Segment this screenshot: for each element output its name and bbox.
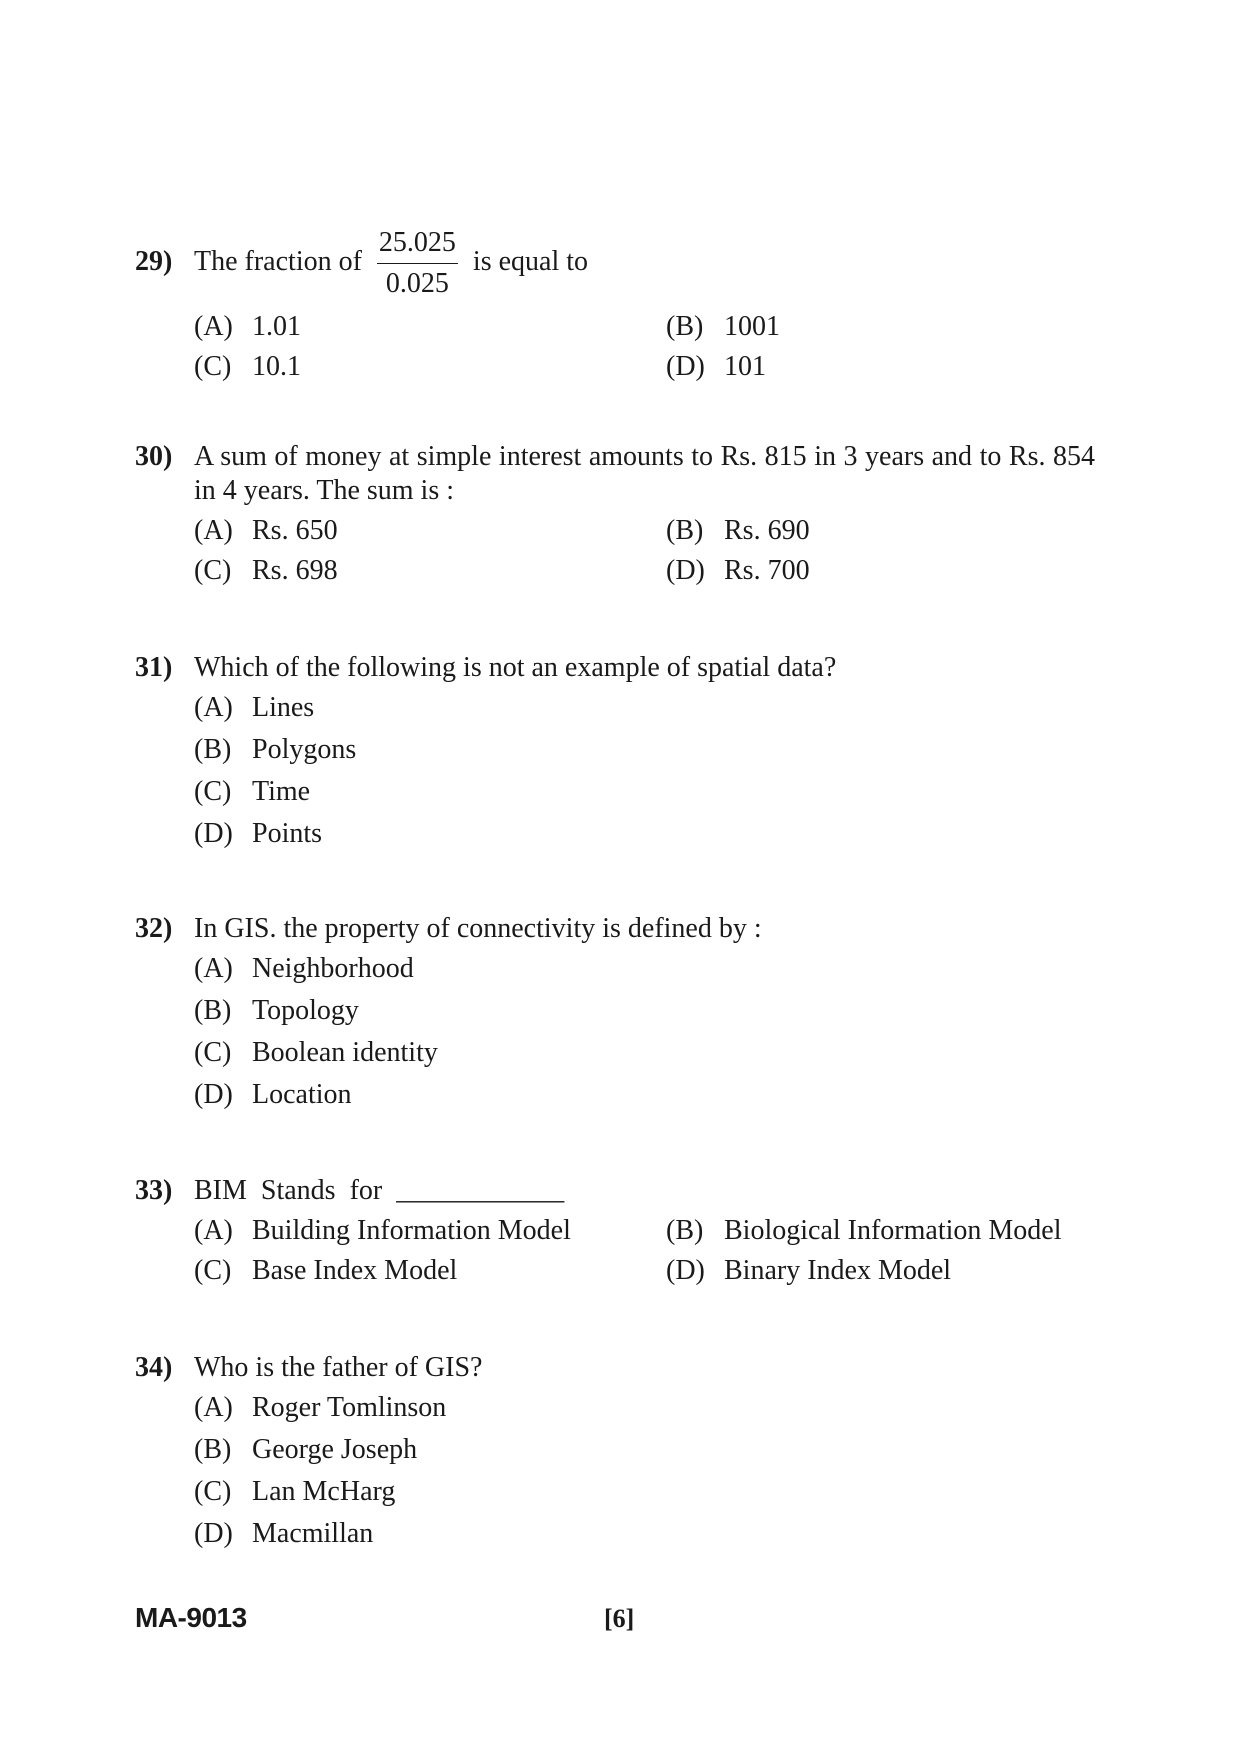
question-34 xyxy=(135,1351,1095,1551)
option-letter: (C) xyxy=(194,1037,232,1068)
option-letter: (B) xyxy=(666,515,704,546)
option-letter: (D) xyxy=(666,1255,705,1286)
question-stem xyxy=(135,440,1095,508)
question-text: Who is the father of GIS? xyxy=(194,1352,483,1383)
option-c[interactable] xyxy=(194,350,666,384)
option-text: Rs. 690 xyxy=(724,515,810,546)
option-b[interactable] xyxy=(666,1214,1086,1248)
page-number: [6] xyxy=(604,1604,635,1633)
option-text: Polygons xyxy=(252,734,357,765)
option-letter: (C) xyxy=(194,776,232,807)
option-d[interactable] xyxy=(194,817,1095,851)
option-letter: (B) xyxy=(194,995,232,1026)
question-text: In GIS. the property of connectivity is defined by : xyxy=(194,913,762,944)
option-letter: (A) xyxy=(194,515,233,546)
question-33 xyxy=(135,1174,1095,1288)
question-stem xyxy=(135,1174,1095,1208)
option-text: George Joseph xyxy=(252,1434,418,1465)
question-text-after: is equal to xyxy=(472,246,589,277)
option-d[interactable] xyxy=(194,1078,1095,1112)
option-d[interactable] xyxy=(194,1517,1095,1551)
options xyxy=(194,1214,1095,1288)
option-letter: (A) xyxy=(194,692,233,723)
option-b[interactable] xyxy=(194,1433,1095,1467)
question-number: 29) xyxy=(135,246,173,277)
option-text: Roger Tomlinson xyxy=(252,1392,447,1423)
question-text: Which of the following is not an example of spatial data? xyxy=(194,652,837,683)
option-text: Building Information Model xyxy=(252,1215,571,1246)
option-d[interactable] xyxy=(666,554,1086,588)
option-letter: (B) xyxy=(666,311,704,342)
option-letter: (D) xyxy=(666,351,705,382)
question-text: A sum of money at simple interest amounts to Rs. 815 in 3 years and to Rs. 854 in 4 years. The sum is : xyxy=(194,441,1095,506)
question-stem xyxy=(135,912,1095,946)
option-letter: (A) xyxy=(194,1215,233,1246)
option-b[interactable] xyxy=(666,310,1086,344)
question-32 xyxy=(135,912,1095,1112)
question-number: 30) xyxy=(135,441,173,472)
option-c[interactable] xyxy=(194,1475,1095,1509)
question-31 xyxy=(135,651,1095,851)
option-b[interactable] xyxy=(666,514,1086,548)
option-text: Biological Information Model xyxy=(724,1215,1062,1246)
option-text: Rs. 650 xyxy=(252,515,338,546)
option-letter: (D) xyxy=(666,555,705,586)
question-text: BIM Stands for ____________ xyxy=(194,1175,565,1206)
option-text: Rs. 700 xyxy=(724,555,810,586)
option-text: Neighborhood xyxy=(252,953,414,984)
fraction-denominator: 0.025 xyxy=(385,268,449,300)
options xyxy=(194,514,1095,588)
question-stem xyxy=(135,651,1095,685)
option-text: Points xyxy=(252,818,323,849)
option-a[interactable] xyxy=(194,952,1095,986)
option-c[interactable] xyxy=(194,775,1095,809)
option-text: 10.1 xyxy=(252,351,301,382)
option-letter: (A) xyxy=(194,311,233,342)
option-b[interactable] xyxy=(194,733,1095,767)
option-letter: (C) xyxy=(194,1255,232,1286)
option-letter: (D) xyxy=(194,1518,233,1549)
option-text: Time xyxy=(252,776,311,807)
options xyxy=(194,952,1095,1112)
option-a[interactable] xyxy=(194,1214,666,1248)
option-a[interactable] xyxy=(194,1391,1095,1425)
options xyxy=(194,310,1095,384)
fraction-numerator: 25.025 xyxy=(377,225,458,264)
question-text-before: The fraction of xyxy=(194,246,362,277)
option-letter: (D) xyxy=(194,818,233,849)
option-d[interactable] xyxy=(666,350,1086,384)
question-stem xyxy=(135,218,1095,306)
option-c[interactable] xyxy=(194,554,666,588)
question-29 xyxy=(135,218,1095,384)
option-text: 1.01 xyxy=(252,311,301,342)
question-stem xyxy=(135,1351,1095,1385)
option-text: Lines xyxy=(252,692,315,723)
option-letter: (D) xyxy=(194,1079,233,1110)
option-a[interactable] xyxy=(194,310,666,344)
options xyxy=(194,691,1095,851)
option-text: Location xyxy=(252,1079,352,1110)
option-d[interactable] xyxy=(666,1254,1086,1288)
option-letter: (A) xyxy=(194,953,233,984)
option-a[interactable] xyxy=(194,691,1095,725)
option-b[interactable] xyxy=(194,994,1095,1028)
option-text: Lan McHarg xyxy=(252,1476,396,1507)
options xyxy=(194,1391,1095,1551)
fraction xyxy=(377,225,458,302)
option-letter: (B) xyxy=(194,1434,232,1465)
option-a[interactable] xyxy=(194,514,666,548)
question-number: 32) xyxy=(135,913,173,944)
question-number: 34) xyxy=(135,1352,173,1383)
option-text: Boolean identity xyxy=(252,1037,438,1068)
question-number: 31) xyxy=(135,652,173,683)
option-text: 1001 xyxy=(724,311,780,342)
option-letter: (B) xyxy=(666,1215,704,1246)
option-letter: (B) xyxy=(194,734,232,765)
question-number: 33) xyxy=(135,1175,173,1206)
option-letter: (C) xyxy=(194,1476,232,1507)
option-letter: (C) xyxy=(194,351,232,382)
option-letter: (A) xyxy=(194,1392,233,1423)
question-30 xyxy=(135,440,1095,588)
option-text: Binary Index Model xyxy=(724,1255,952,1286)
option-letter: (C) xyxy=(194,555,232,586)
paper-code: MA-9013 xyxy=(135,1602,247,1633)
option-text: Rs. 698 xyxy=(252,555,338,586)
option-text: Base Index Model xyxy=(252,1255,458,1286)
option-c[interactable] xyxy=(194,1254,666,1288)
option-text: Topology xyxy=(252,995,359,1026)
option-c[interactable] xyxy=(194,1036,1095,1070)
option-text: 101 xyxy=(724,351,766,382)
option-text: Macmillan xyxy=(252,1518,374,1549)
